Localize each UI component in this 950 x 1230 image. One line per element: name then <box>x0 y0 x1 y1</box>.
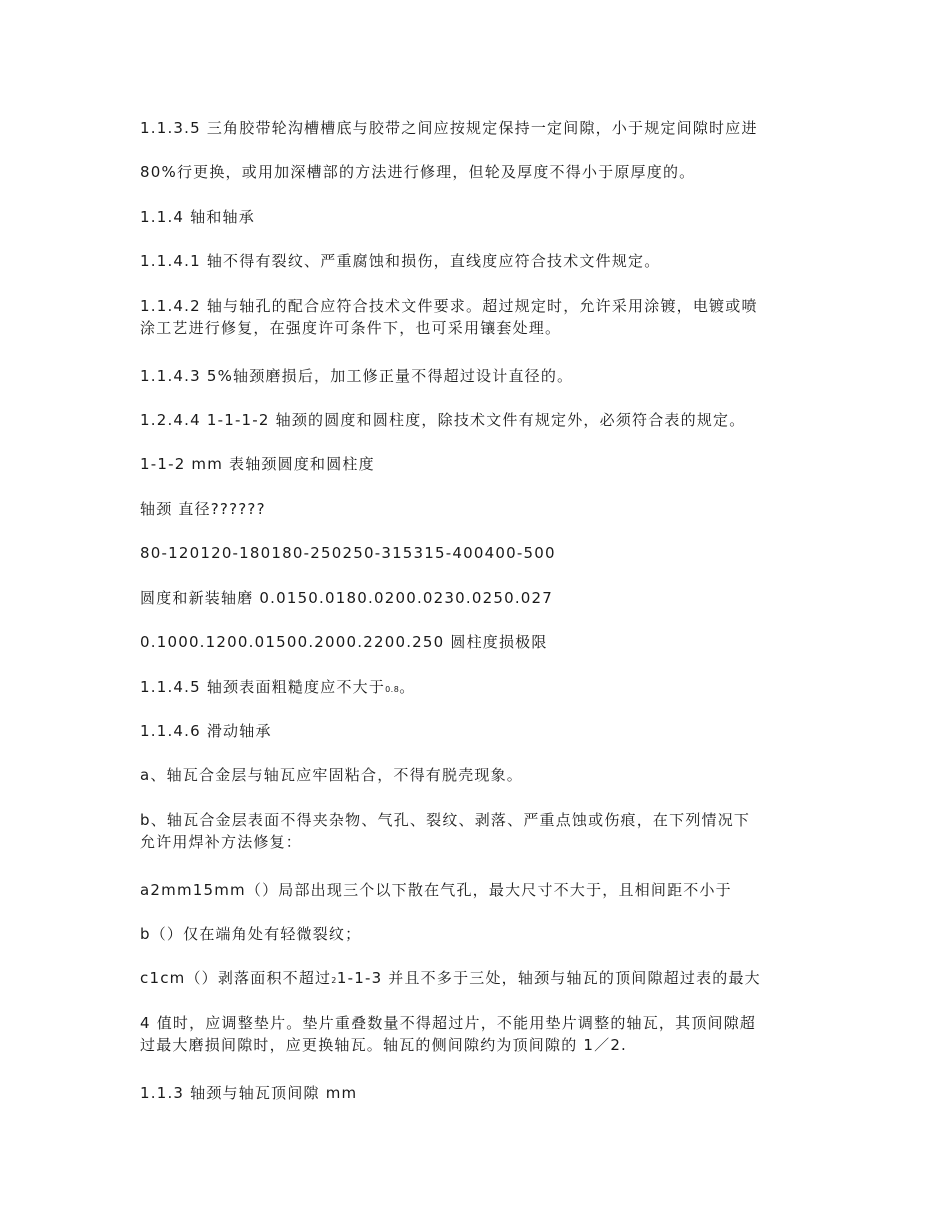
text-line: 1.1.3 轴颈与轴瓦顶间隙 mm <box>140 1084 358 1102</box>
text-line: 过最大磨损间隙时，应更换轴瓦。轴瓦的侧间隙约为顶间隙的 1／2. <box>140 1036 628 1054</box>
paragraph-1-1-4-3 <box>140 365 820 387</box>
text-tail: 。 <box>399 678 416 696</box>
paragraph-sub-b <box>140 923 820 945</box>
paragraph-1-1-4-1 <box>140 250 820 272</box>
paragraph-shim-adjust <box>140 1012 820 1056</box>
text-line: 80%行更换，或用加深槽部的方法进行修理，但轮及厚度不得小于原厚度的。 <box>140 163 696 181</box>
text-line: 涂工艺进行修复，在强度许可条件下，也可采用镶套处理。 <box>140 319 562 337</box>
text-line: 1.1.4.3 5%轴颈磨损后，加工修正量不得超过设计直径的。 <box>140 367 574 385</box>
text-main: c1cm（）剥落面积不超过 <box>140 969 332 987</box>
paragraph-item-a <box>140 764 820 786</box>
text-line: 0.1000.1200.01500.2000.2200.250 圆柱度损极限 <box>140 633 548 651</box>
text-tail: 1-1-3 并且不多于三处，轴颈与轴瓦的顶间隙超过表的最大 <box>336 969 761 987</box>
text-line: 轴颈 直径?????? <box>140 500 266 518</box>
heading-1-1-4 <box>140 206 820 228</box>
table-header <box>140 498 820 520</box>
text-line: b、轴瓦合金层表面不得夹杂物、气孔、裂纹、剥落、严重点蚀或伤痕，在下列情况下 <box>140 811 751 829</box>
heading-1-1-3-table <box>140 1082 820 1104</box>
text-line: 圆度和新装轴磨 0.0150.0180.0200.0230.0250.027 <box>140 589 554 607</box>
text-line: 80-120120-180180-250250-315315-400400-500 <box>140 544 556 562</box>
text-line: 1-1-2 mm 表轴颈圆度和圆柱度 <box>140 455 375 473</box>
text-line: 1.2.4.4 1-1-1-2 轴颈的圆度和圆柱度，除技术文件有规定外，必须符合表的规定。 <box>140 411 746 429</box>
text-line: b（）仅在端角处有轻微裂纹； <box>140 925 362 943</box>
text-line: 1.1.4.1 轴不得有裂纹、严重腐蚀和损伤，直线度应符合技术文件规定。 <box>140 252 661 270</box>
heading-1-1-4-6 <box>140 720 820 742</box>
text-line: 1.1.4.6 滑动轴承 <box>140 722 272 740</box>
paragraph-replacement <box>140 161 820 183</box>
superscript-2: 2 <box>331 976 337 985</box>
paragraph-item-b <box>140 809 820 853</box>
paragraph-1-1-4-5 <box>140 676 820 701</box>
paragraph-1-1-3-5 <box>140 117 820 139</box>
roughness-value: 0.8 <box>385 685 400 694</box>
text-main: 1.1.4.5 轴颈表面粗糙度应不大于 <box>140 678 386 696</box>
text-line: 允许用焊补方法修复： <box>140 833 303 851</box>
table-title <box>140 453 820 475</box>
paragraph-sub-a <box>140 879 820 901</box>
text-line: 1.1.3.5 三角胶带轮沟槽槽底与胶带之间应按规定保持一定间隙，小于规定间隙时应进 <box>140 119 758 137</box>
text-line: a、轴瓦合金层与轴瓦应牢固粘合，不得有脱壳现象。 <box>140 766 523 784</box>
table-new-values <box>140 587 820 609</box>
text-line <box>140 676 820 701</box>
paragraph-1-1-4-2 <box>140 295 820 339</box>
text-line: 4 值时，应调整垫片。垫片重叠数量不得超过片，不能用垫片调整的轴瓦，其顶间隙超 <box>140 1014 757 1032</box>
table-limit-values <box>140 631 820 653</box>
paragraph-1-2-4-4 <box>140 409 820 431</box>
paragraph-sub-c <box>140 967 820 992</box>
text-line: 1.1.4.2 轴与轴孔的配合应符合技术文件要求。超过规定时，允许采用涂镀，电镀或喷 <box>140 297 758 315</box>
table-diameter-ranges <box>140 542 820 564</box>
text-line <box>140 967 820 992</box>
text-line: 1.1.4 轴和轴承 <box>140 208 255 226</box>
text-line: a2mm15mm（）局部出现三个以下散在气孔，最大尺寸不大于，且相间距不小于 <box>140 881 732 899</box>
